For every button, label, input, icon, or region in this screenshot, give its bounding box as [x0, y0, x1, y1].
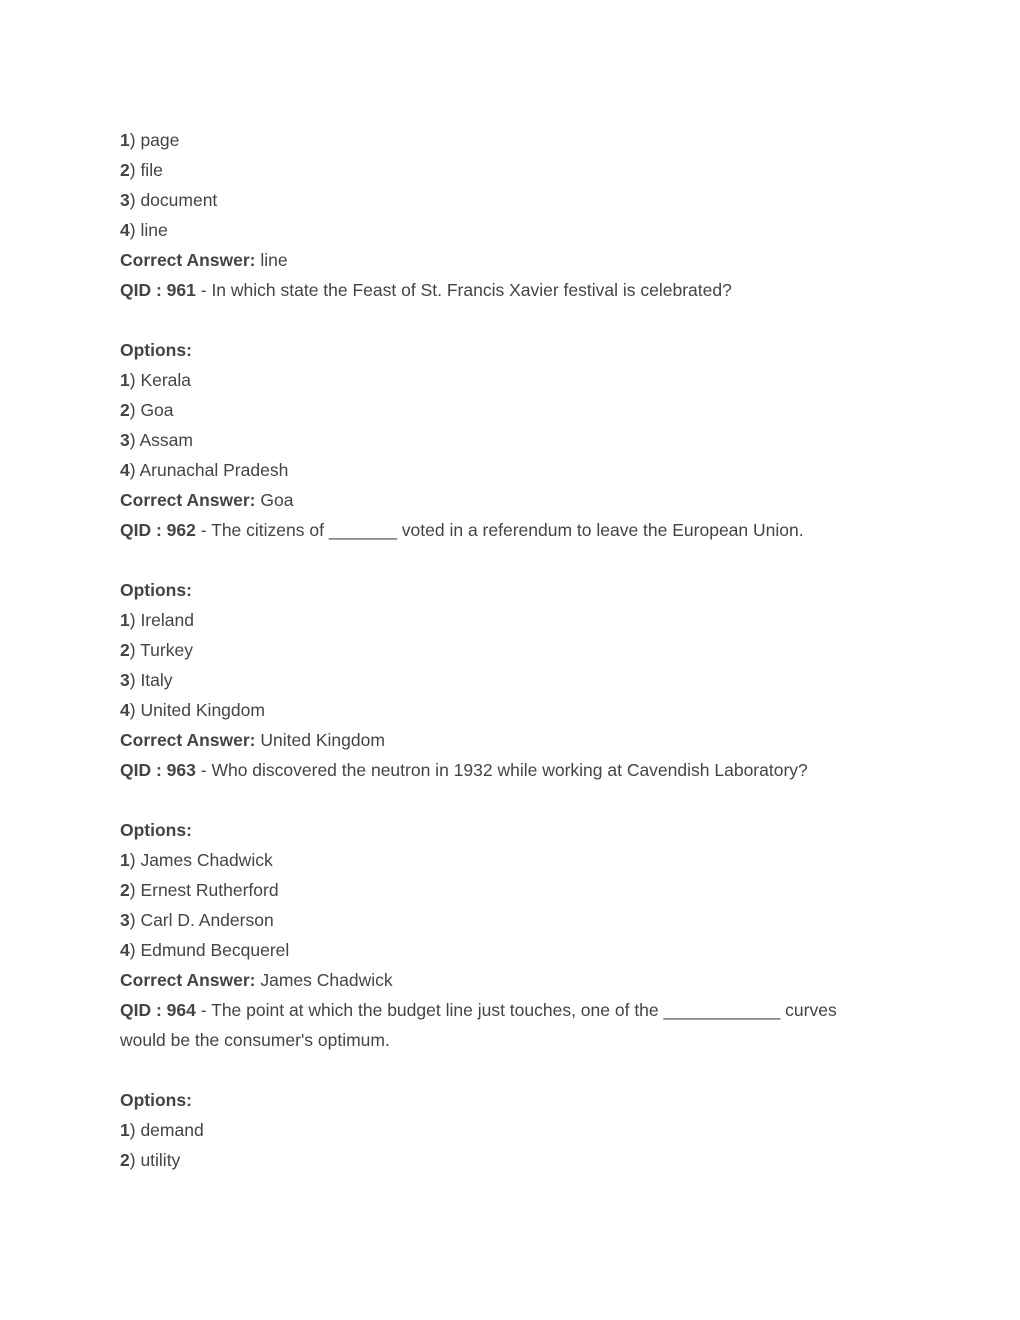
question-line: QID : 962 - The citizens of _______ voted in a referendum to leave the European Union. [120, 520, 804, 540]
spacer [120, 305, 920, 335]
question-block [120, 995, 920, 1175]
option-item: 4) United Kingdom [120, 700, 265, 720]
option-text: Ireland [140, 610, 194, 630]
option-number: 2 [120, 160, 130, 180]
option-number: 3 [120, 910, 130, 930]
option-number: 3 [120, 430, 130, 450]
question-block [120, 515, 920, 755]
option-text: Kerala [140, 370, 192, 390]
option-item: 1) Ireland [120, 610, 194, 630]
question-text: The point at which the budget line just touches, one of the ____________ curves would be the consumer's optimum. [120, 1000, 837, 1050]
option-item: 2) file [120, 160, 163, 180]
option-number: 2 [120, 400, 130, 420]
qid-label: QID : 963 [120, 760, 196, 780]
correct-answer [120, 485, 920, 515]
option-item: 1) Kerala [120, 370, 192, 390]
option-item: 2) Ernest Rutherford [120, 880, 279, 900]
question-line: QID : 964 - The point at which the budget line just touches, one of the ____________ curves would be the consumer's optimum. [120, 1000, 837, 1050]
option-item: 4) Edmund Becquerel [120, 940, 290, 960]
option-item: 3) Italy [120, 670, 173, 690]
option-text: Goa [140, 400, 174, 420]
option-number: 2 [120, 640, 130, 660]
option-text: Edmund Becquerel [140, 940, 290, 960]
option-item: 3) Carl D. Anderson [120, 910, 274, 930]
question-text: In which state the Feast of St. Francis Xavier festival is celebrated? [211, 280, 732, 300]
option-text: Arunachal Pradesh [139, 460, 289, 480]
option-text: Carl D. Anderson [140, 910, 274, 930]
correct-answer-label: Correct Answer: [120, 250, 256, 270]
option-item: 2) utility [120, 1150, 181, 1170]
option-text: Assam [139, 430, 193, 450]
qid-number: 962 [166, 520, 196, 540]
spacer [120, 1055, 920, 1085]
option-text: file [140, 160, 163, 180]
correct-answer-value: Goa [260, 490, 294, 510]
option-number: 4 [120, 460, 130, 480]
option-item: 3) document [120, 190, 218, 210]
correct-answer-value: United Kingdom [260, 730, 385, 750]
option-number: 1 [120, 130, 130, 150]
question-line: QID : 961 - In which state the Feast of St. Francis Xavier festival is celebrated? [120, 280, 732, 300]
correct-answer [120, 725, 920, 755]
question-text: The citizens of _______ voted in a referendum to leave the European Union. [211, 520, 804, 540]
option-item: 1) demand [120, 1120, 204, 1140]
option-text: Ernest Rutherford [140, 880, 279, 900]
document-page [120, 125, 920, 1175]
option-item: 3) Assam [120, 430, 193, 450]
option-number: 3 [120, 670, 130, 690]
qid-label: QID : 964 [120, 1000, 196, 1020]
option-text: line [140, 220, 168, 240]
correct-answer-label: Correct Answer: [120, 970, 256, 990]
option-item: 1) page [120, 130, 180, 150]
spacer [120, 545, 920, 575]
question-text: Who discovered the neutron in 1932 while working at Cavendish Laboratory? [211, 760, 808, 780]
option-number: 1 [120, 850, 130, 870]
question-line: QID : 963 - Who discovered the neutron in 1932 while working at Cavendish Laboratory? [120, 760, 808, 780]
option-text: page [140, 130, 180, 150]
option-number: 3 [120, 190, 130, 210]
option-text: document [140, 190, 218, 210]
correct-answer-label: Correct Answer: [120, 490, 256, 510]
option-item: 1) James Chadwick [120, 850, 273, 870]
options-heading: Options: [120, 1090, 192, 1110]
options-heading: Options: [120, 820, 192, 840]
qid-number: 963 [166, 760, 196, 780]
option-item: 2) Goa [120, 400, 174, 420]
question-block-partial [120, 125, 920, 275]
options-heading: Options: [120, 340, 192, 360]
correct-answer [120, 245, 920, 275]
question-block [120, 755, 920, 995]
qid-number: 964 [166, 1000, 196, 1020]
correct-answer-label: Correct Answer: [120, 730, 256, 750]
option-number: 1 [120, 610, 130, 630]
option-number: 1 [120, 370, 130, 390]
option-text: utility [140, 1150, 181, 1170]
question-block [120, 275, 920, 515]
correct-answer-value: James Chadwick [260, 970, 393, 990]
option-text: United Kingdom [140, 700, 265, 720]
option-item: 2) Turkey [120, 640, 193, 660]
option-text: Turkey [140, 640, 193, 660]
options-heading: Options: [120, 580, 192, 600]
qid-number: 961 [166, 280, 196, 300]
correct-answer-value: line [260, 250, 288, 270]
option-number: 2 [120, 880, 130, 900]
option-item: 4) line [120, 220, 168, 240]
option-text: Italy [140, 670, 173, 690]
option-number: 2 [120, 1150, 130, 1170]
qid-label: QID : 962 [120, 520, 196, 540]
option-text: demand [140, 1120, 204, 1140]
option-number: 4 [120, 220, 130, 240]
correct-answer [120, 965, 920, 995]
qid-label: QID : 961 [120, 280, 196, 300]
option-number: 4 [120, 940, 130, 960]
option-text: James Chadwick [140, 850, 273, 870]
option-number: 4 [120, 700, 130, 720]
option-number: 1 [120, 1120, 130, 1140]
option-item: 4) Arunachal Pradesh [120, 460, 289, 480]
spacer [120, 785, 920, 815]
